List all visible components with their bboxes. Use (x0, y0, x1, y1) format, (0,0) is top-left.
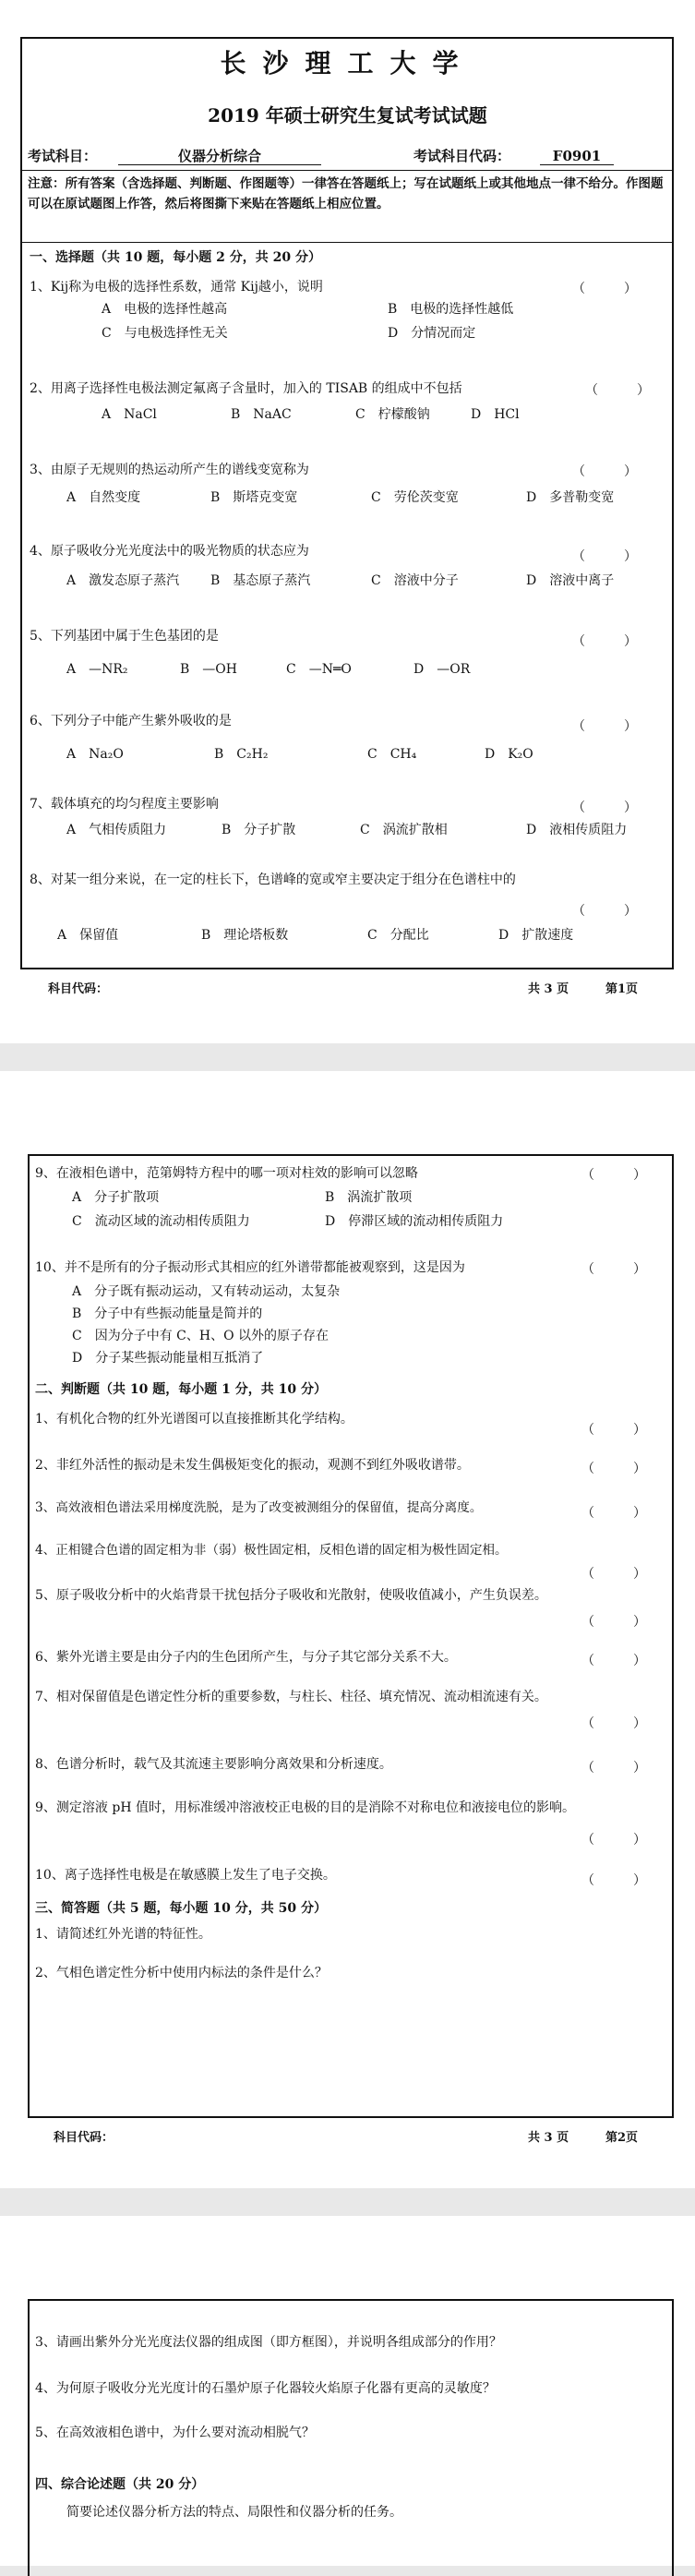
question-8: 8、对某一组分来说，在一定的柱长下，色谱峰的宽或窄主要决定于组分在色谱柱中的 (30, 873, 516, 887)
judgment-6: 6、紫外光谱主要是由分子内的生色团所产生，与分子其它部分关系不大。 (35, 1650, 457, 1665)
q9-option-a: A 分子扩散项 (72, 1190, 160, 1205)
short-answer-2: 2、气相色谱定性分析中使用内标法的条件是什么？ (35, 1966, 328, 1980)
subject-label: 考试科目： (28, 148, 98, 164)
judgment-blank-7: （ ） (581, 1716, 646, 1731)
q10-option-d: D 分子某些振动能量相互抵消了 (72, 1351, 264, 1366)
q5-option-b: B —OH (180, 662, 237, 677)
judgment-blank-5: （ ） (581, 1615, 646, 1630)
section-3-title: 三、简答题（共 5 题，每小题 10 分，共 50 分） (35, 1901, 327, 1916)
q6-option-d: D K₂O (485, 747, 533, 762)
question-6: 6、下列分子中能产生紫外吸收的是 (30, 714, 232, 728)
q8-option-b: B 理论塔板数 (201, 928, 289, 943)
q6-option-b: B C₂H₂ (214, 747, 269, 762)
answer-blank-9: （ ） (581, 1168, 646, 1183)
judgment-blank-2: （ ） (581, 1462, 646, 1476)
q8-option-c: C 分配比 (367, 928, 429, 943)
judgment-3: 3、高效液相色谱法采用梯度洗脱，是为了改变被测组分的保留值，提高分离度。 (35, 1500, 483, 1515)
judgment-blank-3: （ ） (581, 1506, 646, 1521)
exam-title: 2019 年硕士研究生复试考试试题 (208, 104, 487, 126)
section-4-title: 四、综合论述题（共 20 分） (35, 2477, 205, 2492)
judgment-2: 2、非红外活性的振动是未发生偶极矩变化的振动，观测不到红外吸收谱带。 (35, 1458, 470, 1473)
exam-notice: 注意：所有答案（含选择题、判断题、作图题等）一律答在答题纸上；写在试题纸上或其他地点一律不给分。作图题可以在原试题图上作答，然后将图撕下来贴在答题纸上相应位置。 (28, 176, 664, 211)
answer-blank-2: （ ） (585, 383, 650, 398)
section-1-title: 一、选择题（共 10 题，每小题 2 分，共 20 分） (30, 250, 321, 265)
q10-option-c: C 因为分子中有 C、H、O 以外的原子存在 (72, 1329, 330, 1343)
judgment-1: 1、有机化合物的红外光谱图可以直接推断其化学结构。 (35, 1412, 353, 1426)
footer-page-number: 第1页 (605, 982, 639, 996)
q5-option-a: A —NR₂ (66, 662, 128, 677)
question-10: 10、并不是所有的分子振动形式其相应的红外谱带都能被观察到，这是因为 (35, 1260, 465, 1275)
q4-option-c: C 溶液中分子 (371, 573, 459, 588)
footer-subject-code-2: 科目代码： (54, 2131, 114, 2145)
judgment-blank-6: （ ） (581, 1654, 646, 1668)
q5-option-c: C —N═O (286, 662, 352, 677)
judgment-5: 5、原子吸收分析中的火焰背景干扰包括分子吸收和光散射，使吸收值减小，产生负误差。 (35, 1588, 547, 1603)
judgment-7: 7、相对保留值是色谱定性分析的重要参数，与柱长、柱径、填充情况、流动相流速有关。 (35, 1690, 547, 1704)
q10-option-b: B 分子中有些振动能量是简并的 (72, 1306, 263, 1321)
answer-blank-5: （ ） (572, 634, 637, 649)
q6-option-c: C CH₄ (367, 747, 417, 762)
university-name: 长沙理工大学 (220, 48, 475, 78)
q1-option-b: B 电极的选择性越低 (388, 302, 514, 317)
judgment-blank-9: （ ） (581, 1833, 646, 1848)
question-4: 4、原子吸收分光光度法中的吸光物质的状态应为 (30, 544, 309, 559)
q1-option-c: C 与电极选择性无关 (102, 326, 228, 341)
q9-option-c: C 流动区域的流动相传质阻力 (72, 1214, 250, 1229)
q7-option-a: A 气相传质阻力 (66, 823, 167, 837)
judgment-8: 8、色谱分析时，载气及其流速主要影响分离效果和分析速度。 (35, 1757, 392, 1772)
question-3: 3、由原子无规则的热运动所产生的谱线变宽称为 (30, 463, 309, 477)
header-rule (20, 170, 674, 171)
q3-option-a: A 自然变度 (66, 490, 141, 505)
question-5: 5、下列基团中属于生色基团的是 (30, 629, 219, 644)
footer-subject-code: 科目代码： (48, 982, 109, 996)
answer-blank-3: （ ） (572, 464, 637, 479)
section-2-title: 二、判断题（共 10 题，每小题 1 分，共 10 分） (35, 1382, 327, 1397)
q6-option-a: A Na₂O (66, 747, 124, 762)
essay-question: 简要论述仪器分析方法的特点、局限性和仪器分析的任务。 (66, 2505, 402, 2520)
q2-option-a: A NaCl (102, 407, 157, 422)
subject-value: 仪器分析综合 (118, 148, 321, 165)
answer-blank-6: （ ） (572, 719, 637, 734)
q2-option-c: C 柠檬酸钠 (355, 407, 430, 422)
q1-option-d: D 分情况而定 (388, 326, 476, 341)
q3-option-d: D 多普勒变宽 (526, 490, 615, 505)
footer-page-number-2: 第2页 (605, 2131, 639, 2145)
question-9: 9、在液相色谱中，范第姆特方程中的哪一项对柱效的影响可以忽略 (35, 1166, 418, 1181)
question-7: 7、载体填充的均匀程度主要影响 (30, 797, 219, 812)
answer-blank-8: （ ） (572, 904, 637, 919)
question-1: 1、Kij称为电极的选择性系数，通常 Kij越小，说明 (30, 280, 323, 295)
q8-option-d: D 扩散速度 (498, 928, 574, 943)
judgment-blank-4: （ ） (581, 1567, 646, 1582)
exam-page-1 (0, 0, 695, 1043)
q1-option-a: A 电极的选择性越高 (102, 302, 228, 317)
judgment-blank-8: （ ） (581, 1761, 646, 1776)
q7-option-c: C 涡流扩散相 (360, 823, 448, 837)
q3-option-b: B 斯塔克变宽 (210, 490, 298, 505)
q4-option-d: D 溶液中离子 (526, 573, 615, 588)
judgment-blank-10: （ ） (581, 1873, 646, 1888)
judgment-4: 4、正相键合色谱的固定相为非（弱）极性固定相，反相色谱的固定相为极性固定相。 (35, 1543, 508, 1558)
answer-blank-4: （ ） (572, 549, 637, 564)
q7-option-b: B 分子扩散 (222, 823, 296, 837)
answer-blank-10: （ ） (581, 1262, 646, 1277)
question-2: 2、用离子选择性电极法测定氟离子含量时，加入的 TISAB 的组成中不包括 (30, 381, 462, 396)
footer-total-pages-2: 共 3 页 (528, 2131, 569, 2145)
judgment-9: 9、测定溶液 pH 值时，用标准缓冲溶液校正电极的目的是消除不对称电位和液接电位的影响。 (35, 1800, 575, 1815)
answer-blank-1: （ ） (572, 282, 637, 296)
subject-code-value: F0901 (540, 148, 614, 165)
exam-page-2 (0, 1071, 695, 2188)
q2-option-b: B NaAC (231, 407, 292, 422)
judgment-blank-1: （ ） (581, 1423, 646, 1438)
q9-option-b: B 涡流扩散项 (325, 1190, 413, 1205)
short-answer-4: 4、为何原子吸收分光光度计的石墨炉原子化器较火焰原子化器有更高的灵敏度？ (35, 2381, 496, 2396)
q4-option-a: A 激发态原子蒸汽 (66, 573, 180, 588)
q3-option-c: C 劳伦茨变宽 (371, 490, 459, 505)
footer-total-pages: 共 3 页 (528, 982, 569, 996)
notice-rule (20, 242, 674, 243)
q5-option-d: D —OR (413, 662, 471, 677)
q2-option-d: D HCl (471, 407, 520, 422)
short-answer-3: 3、请画出紫外分光光度法仪器的组成图（即方框图），并说明各组成部分的作用？ (35, 2335, 502, 2350)
exam-page-3 (0, 2216, 695, 2566)
answer-blank-7: （ ） (572, 800, 637, 815)
q7-option-d: D 液相传质阻力 (526, 823, 628, 837)
subject-code-label: 考试科目代码： (413, 148, 511, 164)
q8-option-a: A 保留值 (57, 928, 119, 943)
short-answer-1: 1、请简述红外光谱的特征性。 (35, 1927, 211, 1942)
q9-option-d: D 停滞区域的流动相传质阻力 (325, 1214, 504, 1229)
q10-option-a: A 分子既有振动运动，又有转动运动，太复杂 (72, 1284, 341, 1299)
q4-option-b: B 基态原子蒸汽 (210, 573, 311, 588)
short-answer-5: 5、在高效液相色谱中，为什么要对流动相脱气？ (35, 2426, 315, 2440)
judgment-10: 10、离子选择性电极是在敏感膜上发生了电子交换。 (35, 1868, 336, 1883)
